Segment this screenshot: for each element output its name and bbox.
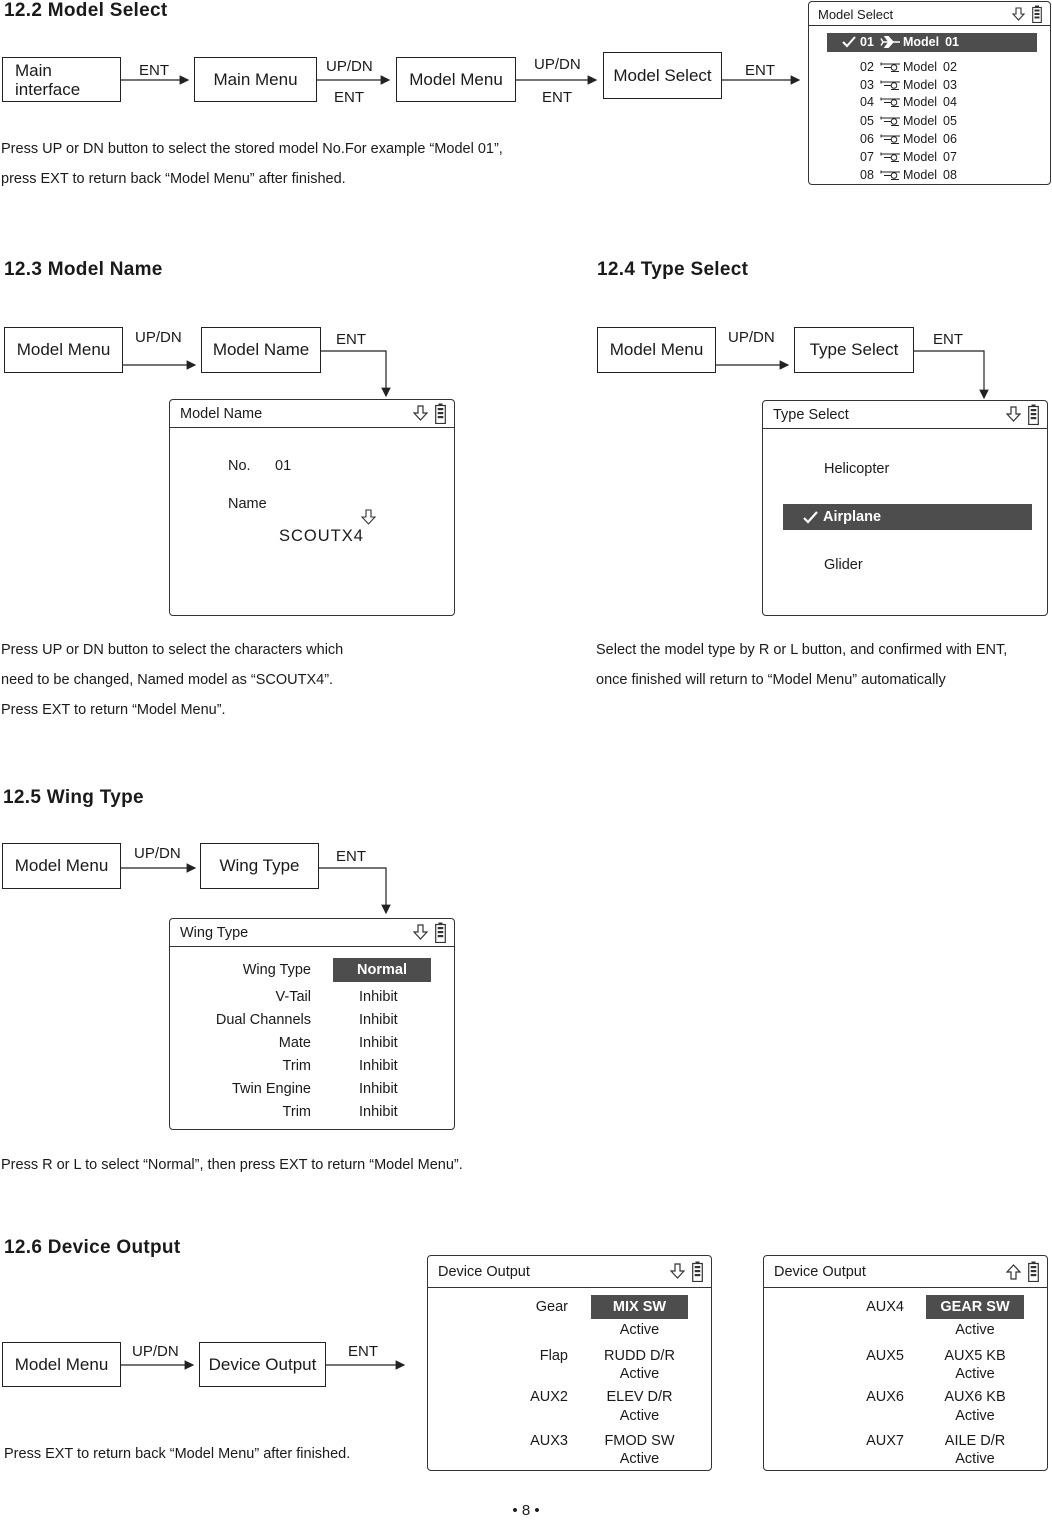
model-list-item[interactable] [842, 35, 959, 49]
battery-icon [1028, 404, 1039, 425]
battery-icon [1032, 5, 1042, 23]
screen-title [763, 401, 1047, 429]
channel-function-selected[interactable]: MIX SW [591, 1295, 688, 1319]
wing-type-screen [169, 918, 455, 1130]
channel-label: AUX6 [866, 1389, 904, 1405]
flow-box-model-menu: Model Menu [2, 1342, 121, 1387]
model-list-item[interactable] [860, 78, 957, 92]
section-heading-12-4: 12.4 Type Select [597, 259, 749, 280]
model-number: 05 [860, 114, 874, 128]
checkmark-icon [842, 36, 856, 48]
wing-row-value[interactable]: Inhibit [359, 1081, 398, 1097]
wing-row-value[interactable]: Inhibit [359, 1058, 398, 1074]
wing-type-value-selected[interactable]: Normal [333, 958, 431, 982]
helicopter-icon [880, 96, 902, 108]
model-number: 04 [860, 95, 874, 109]
channel-label: Flap [539, 1348, 568, 1364]
screen-title [809, 2, 1050, 26]
instruction-text-12-3 [1, 635, 343, 725]
model-number-label: No. [228, 458, 251, 474]
instruction-line: Select the model type by R or L button, and confirmed with ENT, [596, 642, 1008, 658]
helicopter-icon [880, 79, 902, 91]
helicopter-icon [880, 115, 902, 127]
arrow-down-icon [670, 1263, 685, 1280]
channel-label: AUX5 [866, 1348, 904, 1364]
flow-label-ent: ENT [139, 62, 169, 79]
wing-row-label: V-Tail [275, 989, 311, 1005]
flow-label-updn: UP/DN [135, 329, 182, 346]
flow-label-ent: ENT [334, 89, 364, 106]
instruction-text-12-2 [1, 134, 503, 194]
flow-box-model-menu: Model Menu [597, 327, 716, 373]
device-output-screen-2 [763, 1255, 1048, 1471]
channel-state: Active [955, 1322, 995, 1338]
section-heading-12-3: 12.3 Model Name [4, 259, 163, 280]
cursor-arrow-icon[interactable] [361, 509, 376, 526]
model-name-value[interactable]: SCOUTX4 [279, 527, 364, 545]
model-name: Model [903, 78, 938, 92]
screen-title [170, 400, 454, 428]
screen-title [170, 919, 454, 947]
screen-title-text: Device Output [438, 1264, 530, 1280]
instruction-text-12-6 [4, 1439, 350, 1469]
screen-title [428, 1256, 711, 1288]
flow-label-ent: ENT [542, 89, 572, 106]
instruction-line: Press R or L to select “Normal”, then press EXT to return “Model Menu”. [1, 1157, 463, 1173]
wing-row-label: Trim [282, 1104, 311, 1120]
channel-label: AUX3 [530, 1433, 568, 1449]
model-list-item[interactable] [860, 168, 957, 182]
model-name: Model [903, 60, 938, 74]
channel-state: Active [955, 1408, 995, 1424]
wing-row-label: Wing Type [242, 962, 311, 978]
airplane-icon [880, 36, 902, 48]
type-select-screen [762, 400, 1048, 616]
instruction-text-12-4 [596, 635, 1007, 695]
channel-state: Active [619, 1408, 660, 1424]
section-heading-12-2: 12.2 Model Select [4, 0, 168, 21]
arrow-down-icon [413, 405, 428, 422]
helicopter-icon [880, 169, 902, 181]
model-list-item[interactable] [860, 150, 957, 164]
channel-function-selected[interactable]: GEAR SW [926, 1295, 1024, 1319]
battery-icon [1028, 1261, 1039, 1282]
model-name-screen [169, 399, 455, 616]
arrow-down-icon [413, 924, 428, 941]
model-name: Model [903, 114, 938, 128]
model-id: 02 [943, 60, 957, 74]
channel-state: Active [619, 1322, 660, 1338]
model-id: 05 [943, 114, 957, 128]
channel-label: AUX4 [866, 1299, 904, 1315]
model-list-item[interactable] [860, 114, 957, 128]
instruction-line: Press UP or DN button to select the characters which [1, 642, 344, 658]
checkmark-icon [803, 511, 818, 524]
page-number: • 8 • [512, 1502, 540, 1519]
model-name: Model [903, 95, 938, 109]
flow-label-ent: ENT [348, 1343, 378, 1360]
section-heading-12-6: 12.6 Device Output [4, 1237, 181, 1258]
flow-label-updn: UP/DN [534, 56, 581, 73]
wing-row-label: Twin Engine [232, 1081, 311, 1097]
model-number: 08 [860, 168, 874, 182]
flow-box-model-name: Model Name [201, 327, 321, 373]
flow-box-main-menu: Main Menu [194, 57, 317, 102]
screen-title-text: Model Select [818, 7, 894, 22]
model-id: 03 [943, 78, 957, 92]
channel-label: AUX7 [866, 1433, 904, 1449]
flow-box-main-interface [2, 57, 121, 102]
screen-title [764, 1256, 1047, 1288]
flow-label-updn: UP/DN [132, 1343, 179, 1360]
screen-title-text: Wing Type [180, 925, 249, 941]
flow-label-ent: ENT [745, 62, 775, 79]
model-id: 07 [943, 150, 957, 164]
screen-title-text: Device Output [774, 1264, 866, 1280]
flow-label-updn: UP/DN [728, 329, 775, 346]
channel-label: Gear [535, 1299, 568, 1315]
model-list-item[interactable] [860, 95, 957, 109]
instruction-line: press EXT to return back “Model Menu” after finished. [1, 171, 346, 187]
type-option-airplane-selected[interactable] [783, 504, 1032, 530]
screen-title-text: Type Select [773, 407, 849, 423]
model-id: 08 [943, 168, 957, 182]
flow-box-label: Main [15, 60, 52, 80]
wing-row-value[interactable]: Inhibit [359, 989, 398, 1005]
device-output-screen-1 [427, 1255, 712, 1471]
channel-state: Active [619, 1366, 660, 1382]
battery-icon [435, 403, 446, 424]
model-name: Model [903, 132, 938, 146]
instruction-line: need to be changed, Named model as “SCOUTX4”. [1, 672, 334, 688]
instruction-line: Press EXT to return back “Model Menu” after finished. [4, 1446, 351, 1462]
screen-title-text: Model Name [180, 406, 263, 422]
instruction-line: Press UP or DN button to select the stored model No.For example “Model 01”, [1, 141, 503, 157]
model-name: Model [903, 168, 938, 182]
model-id: 01 [945, 35, 960, 49]
flow-box-model-menu: Model Menu [396, 57, 516, 102]
flow-box-model-select: Model Select [603, 52, 722, 99]
model-name-label: Name [228, 496, 267, 512]
channel-function[interactable]: FMOD SW [604, 1433, 675, 1449]
flow-label-updn: UP/DN [326, 58, 373, 75]
section-heading-12-5: 12.5 Wing Type [3, 787, 144, 808]
instruction-line: once finished will return to “Model Menu” automatically [596, 672, 946, 688]
type-option-helicopter[interactable]: Helicopter [824, 461, 890, 477]
model-number: 01 [860, 35, 874, 49]
flow-box-model-menu: Model Menu [4, 327, 123, 373]
model-list-item[interactable] [860, 132, 957, 146]
model-number-value: 01 [275, 458, 292, 474]
model-id: 06 [943, 132, 957, 146]
instruction-text-12-5 [1, 1150, 463, 1180]
channel-function[interactable]: ELEV D/R [606, 1389, 673, 1405]
battery-icon [692, 1261, 703, 1282]
helicopter-icon [880, 133, 902, 145]
wing-row-label: Dual Channels [215, 1012, 311, 1028]
channel-function[interactable]: RUDD D/R [604, 1348, 675, 1364]
flow-label-updn: UP/DN [134, 845, 181, 862]
instruction-line: Press EXT to return “Model Menu”. [1, 702, 226, 718]
wing-row-label: Trim [282, 1058, 311, 1074]
arrow-down-icon [1006, 406, 1021, 423]
wing-row-value[interactable]: Inhibit [359, 1012, 398, 1028]
arrow-up-icon [1006, 1263, 1021, 1280]
helicopter-icon [880, 61, 902, 73]
model-select-screen [808, 1, 1051, 185]
model-number: 07 [860, 150, 874, 164]
helicopter-icon [880, 151, 902, 163]
channel-function[interactable]: AUX5 KB [944, 1348, 1006, 1364]
channel-state: Active [955, 1366, 995, 1382]
flow-label-ent: ENT [933, 331, 963, 348]
model-number: 02 [860, 60, 874, 74]
type-option-glider[interactable]: Glider [824, 557, 863, 573]
model-id: 04 [943, 95, 957, 109]
flow-label-ent: ENT [336, 848, 366, 865]
wing-row-value[interactable]: Inhibit [359, 1035, 398, 1051]
flow-box-type-select: Type Select [794, 327, 914, 373]
model-name: Model [903, 35, 940, 49]
channel-label: AUX2 [530, 1389, 568, 1405]
flow-box-device-output: Device Output [199, 1342, 326, 1387]
battery-icon [435, 922, 446, 943]
channel-function[interactable]: AUX6 KB [944, 1389, 1006, 1405]
flow-box-label: interface [15, 79, 81, 99]
channel-state: Active [619, 1451, 660, 1467]
wing-row-label: Mate [278, 1035, 311, 1051]
flow-label-ent: ENT [336, 331, 366, 348]
flow-box-model-menu: Model Menu [2, 843, 121, 889]
arrow-down-icon [1012, 7, 1025, 22]
model-number: 06 [860, 132, 874, 146]
flow-box-wing-type: Wing Type [200, 843, 319, 889]
model-number: 03 [860, 78, 874, 92]
channel-state: Active [955, 1451, 995, 1467]
model-name: Model [903, 150, 938, 164]
model-list-item[interactable] [860, 60, 957, 74]
channel-function[interactable]: AILE D/R [944, 1433, 1006, 1449]
type-option-label: Airplane [823, 509, 882, 525]
wing-row-value[interactable]: Inhibit [359, 1104, 398, 1120]
